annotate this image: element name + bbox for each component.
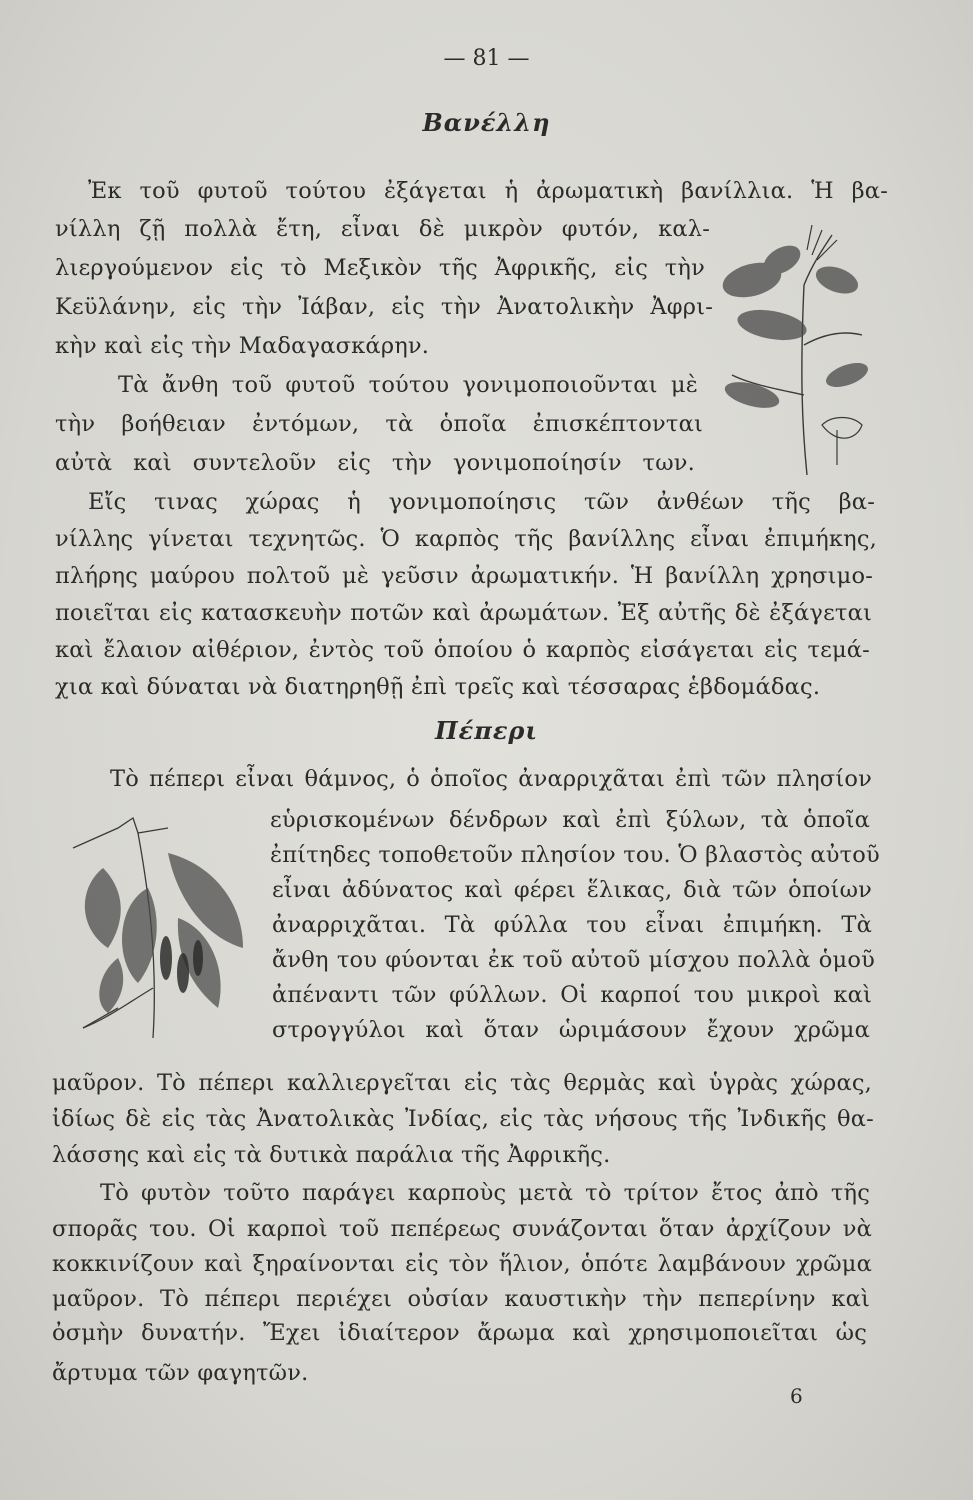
text-line: Εἴς τινας χώρας ἡ γονιμοποίησις τῶν ἀνθέων τῆς βα- [88, 489, 875, 515]
text-line: ὀσμὴν δυνατήν. Ἔχει ἰδιαίτερον ἄρωμα καὶ χρησιμοποιεῖται ὡς [52, 1320, 867, 1346]
text-line: χια καὶ δύναται νὰ διατηρηθῇ ἐπὶ τρεῖς καὶ τέσσαρας ἑβδομάδας. [55, 674, 821, 700]
text-line: λάσσης καὶ εἰς τὰ δυτικὰ παράλια τῆς Ἀφρικῆς. [52, 1142, 611, 1168]
text-line: ἀναρριχᾶται. Τὰ φύλλα του εἶναι ἐπιμήκη. Τὰ [272, 912, 872, 938]
text-line: ἰδίως δὲ εἰς τὰς Ἀνατολικὰς Ἰνδίας, εἰς τὰς νήσους τῆς Ἰνδικῆς θα- [52, 1106, 874, 1132]
page-number: — 81 — [443, 46, 530, 71]
text-line: Τὰ ἄνθη τοῦ φυτοῦ τούτου γονιμοποιοῦνται μὲ [118, 372, 698, 398]
text-line: Ἐκ τοῦ φυτοῦ τούτου ἐξάγεται ἡ ἀρωματικὴ βανίλλια. Ἡ βα- [88, 178, 888, 204]
pepper-plant-illustration [58, 808, 268, 1058]
text-line: κὴν καὶ εἰς τὴν Μαδαγασκάρην. [55, 333, 430, 359]
text-line: πλήρης μαύρου πολτοῦ μὲ γεῦσιν ἀρωματικήν. Ἡ βανίλλη χρησιμο- [55, 563, 873, 589]
text-line: ἀπέναντι τῶν φύλλων. Οἱ καρποί του μικροὶ καὶ [272, 982, 872, 1008]
section-heading-vanilla: Βανέλλη [422, 108, 551, 137]
text-line: αὐτὰ καὶ συντελοῦν εἰς τὴν γονιμοποίησίν των. [55, 450, 695, 476]
text-line: ἐπίτηδες τοποθετοῦν πλησίον του. Ὁ βλαστὸς αὐτοῦ [270, 842, 880, 868]
text-line: εὑρισκομένων δένδρων καὶ ἐπὶ ξύλων, τὰ ὁποῖα [270, 807, 870, 833]
text-line: εἶναι ἀδύνατος καὶ φέρει ἕλικας, διὰ τῶν ὁποίων [272, 877, 872, 903]
text-line: μαῦρον. Τὸ πέπερι περιέχει οὐσίαν καυστικὴν τὴν πεπερίνην καὶ [52, 1286, 870, 1312]
text-line: σπορᾶς του. Οἱ καρποὶ τοῦ πεπέρεως συνάζονται ὅταν ἀρχίζουν νὰ [52, 1216, 872, 1242]
text-line: μαῦρον. Τὸ πέπερι καλλιεργεῖται εἰς τὰς θερμὰς καὶ ὑγρὰς χώρας, [52, 1070, 872, 1096]
signature-mark: 6 [790, 1384, 803, 1408]
text-line: κοκκινίζουν καὶ ξηραίνονται εἰς τὸν ἥλιον, ὁπότε λαμβάνουν χρῶμα [52, 1251, 872, 1277]
text-line: ποιεῖται εἰς κατασκευὴν ποτῶν καὶ ἀρωμάτων. Ἐξ αὐτῆς δὲ ἐξάγεται [55, 600, 872, 626]
vanilla-plant-illustration [712, 225, 877, 485]
text-line: καὶ ἔλαιον αἰθέριον, ἐντὸς τοῦ ὁποίου ὁ καρπὸς εἰσάγεται εἰς τεμά- [55, 637, 870, 663]
text-line: Κεϋλάνην, εἰς τὴν Ἰάβαν, εἰς τὴν Ἀνατολικὴν Ἀφρι- [55, 294, 713, 320]
text-line: ἄνθη του φύονται ἐκ τοῦ αὐτοῦ μίσχου πολλὰ ὁμοῦ [272, 947, 875, 973]
text-line: νίλλης γίνεται τεχνητῶς. Ὁ καρπὸς τῆς βανίλλης εἶναι ἐπιμήκης, [55, 526, 877, 552]
section-heading-pepper: Πέπερι [435, 716, 538, 745]
text-line: Τὸ φυτὸν τοῦτο παράγει καρποὺς μετὰ τὸ τρίτον ἔτος ἀπὸ τῆς [100, 1180, 870, 1206]
text-line: στρογγύλοι καὶ ὅταν ὡριμάσουν ἔχουν χρῶμα [272, 1017, 870, 1043]
text-line: Τὸ πέπερι εἶναι θάμνος, ὁ ὁποῖος ἀναρριχᾶται ἐπὶ τῶν πλησίον [110, 766, 872, 792]
text-line: ἄρτυμα τῶν φαγητῶν. [52, 1360, 309, 1386]
text-line: λιεργούμενον εἰς τὸ Μεξικὸν τῆς Ἀφρικῆς, εἰς τὴν [55, 255, 705, 281]
text-line: τὴν βοήθειαν ἐντόμων, τὰ ὁποῖα ἐπισκέπτονται [55, 411, 703, 437]
text-line: νίλλη ζῇ πολλὰ ἔτη, εἶναι δὲ μικρὸν φυτόν, καλ- [55, 216, 710, 242]
